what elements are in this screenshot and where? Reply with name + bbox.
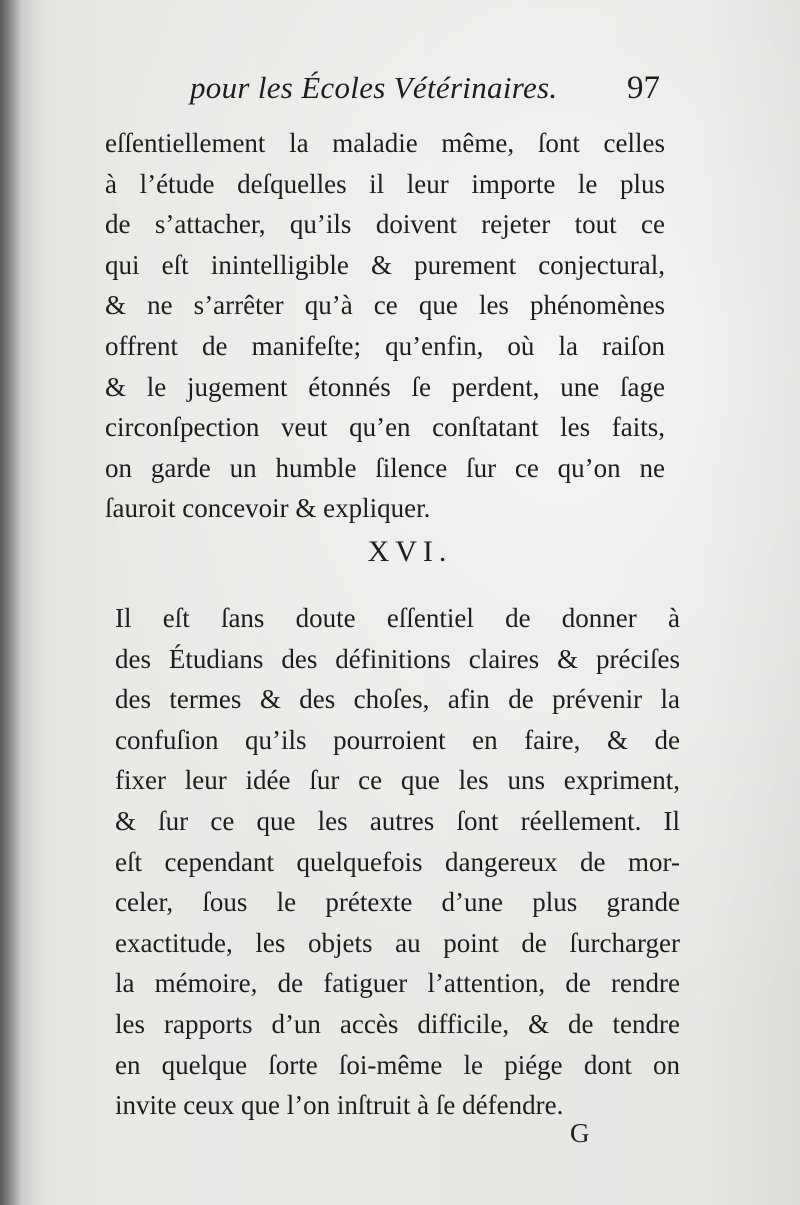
text-line: celer, ſous le prétexte d’une plus grande [115,887,680,918]
text-line: invite ceux que l’on inſtruit à ſe défendre. [115,1090,564,1121]
text-line: Il eſt ſans doute eſſentiel de donner à [115,603,680,633]
text-line: & ne s’arrêter qu’à ce que les phénomènes [105,290,665,321]
text-line: les rapports d’un accès difficile, & de tendre [115,1008,680,1039]
text-line: offrent de manifeſte; qu’enfin, où la raiſon [105,330,665,361]
text-line: ſauroit concevoir & expliquer. [105,493,431,524]
section-heading: XVI. [367,535,453,568]
text-line: fixer leur idée ſur ce que les uns expriment, [115,765,680,796]
signature-mark: G [570,1118,590,1148]
running-title: pour les Écoles Vétérinaires. [190,70,558,105]
text-line: confuſion qu’ils pourroient en faire, & de [115,724,680,755]
text-line: de s’attacher, qu’ils doivent rejeter tout ce [105,209,665,240]
text-line: qui eſt inintelligible & purement conjectural, [105,249,665,280]
text-line: à l’étude deſquelles il leur importe le plus [105,168,665,199]
text-line: eſt cependant quelquefois dangereux de mor- [115,846,680,877]
page-number: 97 [627,70,660,106]
text-line: on garde un humble ſilence ſur ce qu’on ne [105,452,665,483]
text-line: eſſentiellement la maladie même, ſont celles [105,128,665,158]
text-line: exactitude, les objets au point de ſurcharger [115,927,680,958]
paragraph-2 [115,598,680,1126]
text-line: des termes & des choſes, afin de prévenir la [115,684,680,715]
text-line: & le jugement étonnés ſe perdent, une ſage [105,371,665,402]
spine-shadow [0,0,22,1205]
text-line: des Étudians des définitions claires & préciſes [115,643,680,674]
text-line: circonſpection veut qu’en conſtatant les faits, [105,412,665,443]
page-header [190,70,660,118]
text-line: la mémoire, de fatiguer l’attention, de rendre [115,968,680,999]
text-line: & ſur ce que les autres ſont réellement. Il [115,805,680,836]
text-line: en quelque ſorte ſoi-même le piége dont on [115,1049,680,1080]
paragraph-1 [105,123,665,529]
